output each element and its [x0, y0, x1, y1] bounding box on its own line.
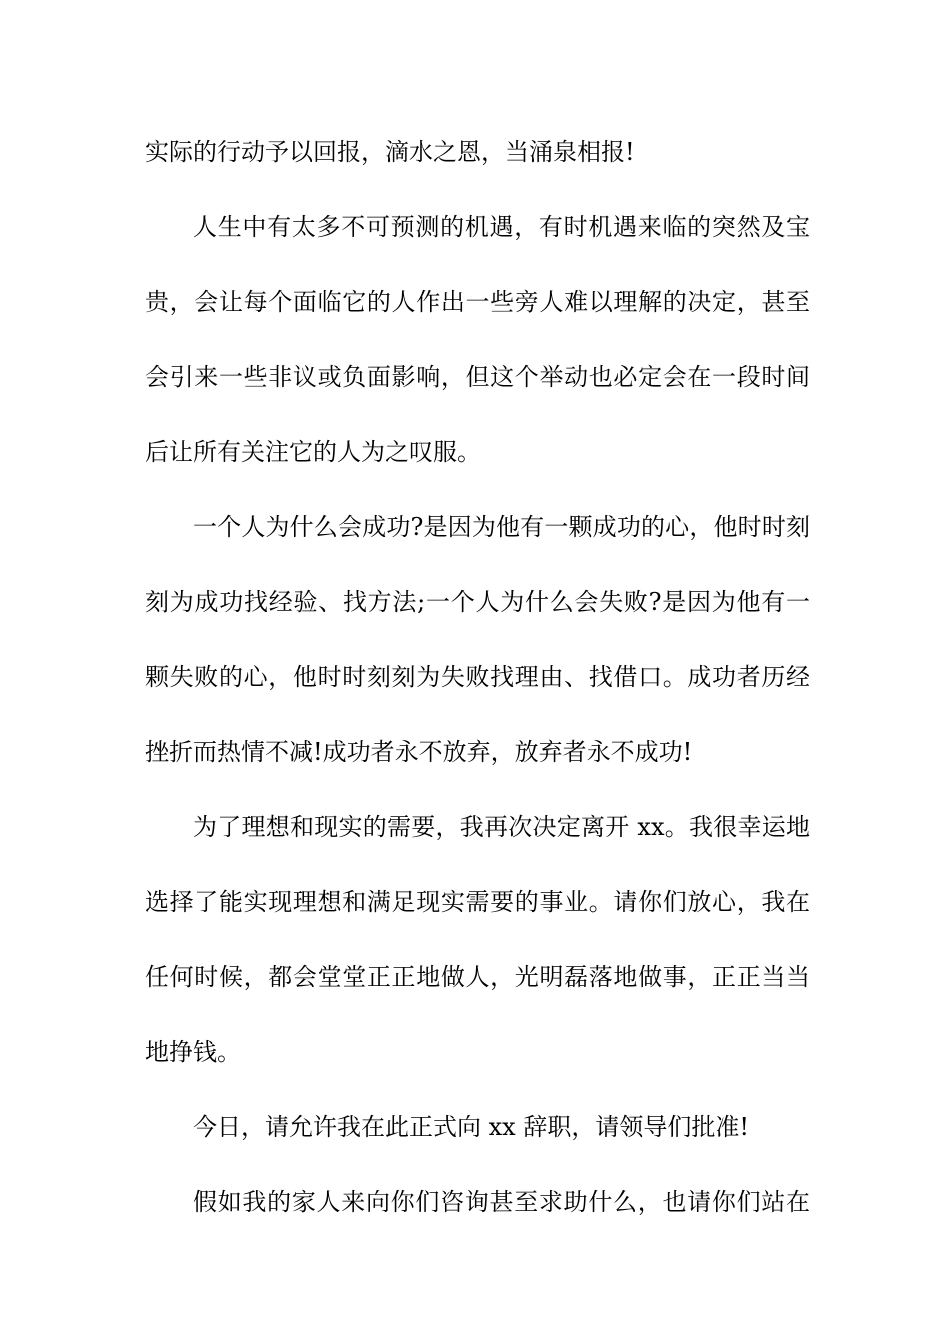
text-line: 会引来一些非议或负面影响，但这个举动也必定会在一段时间	[145, 363, 810, 391]
text-line: 挫折而热情不减!成功者永不放弃，放弃者永不成功!	[145, 738, 693, 766]
text-line: 任何时候，都会堂堂正正地做人，光明磊落地做事，正正当当	[145, 963, 810, 991]
text-line: 刻为成功找经验、找方法;一个人为什么会失败?是因为他有一	[145, 588, 810, 616]
text-line: 地挣钱。	[145, 1038, 241, 1066]
text-line: 后让所有关注它的人为之叹服。	[145, 438, 481, 466]
paragraph-first-line: 一个人为什么会成功?是因为他有一颗成功的心，他时时刻	[193, 513, 810, 541]
text-line: 贵，会让每个面临它的人作出一些旁人难以理解的决定，甚至	[145, 288, 810, 316]
text-line: 选择了能实现理想和满足现实需要的事业。请你们放心，我在	[145, 888, 810, 916]
paragraph-first-line: 人生中有太多不可预测的机遇，有时机遇来临的突然及宝	[193, 213, 810, 241]
paragraph-first-line: 为了理想和现实的需要，我再次决定离开 xx。我很幸运地	[193, 813, 810, 841]
paragraph-first-line: 今日，请允许我在此正式向 xx 辞职，请领导们批准!	[193, 1113, 749, 1141]
text-line: 颗失败的心，他时时刻刻为失败找理由、找借口。成功者历经	[145, 663, 810, 691]
paragraph-first-line: 假如我的家人来向你们咨询甚至求助什么，也请你们站在	[193, 1188, 810, 1216]
text-line: 实际的行动予以回报，滴水之恩，当涌泉相报!	[145, 138, 635, 166]
